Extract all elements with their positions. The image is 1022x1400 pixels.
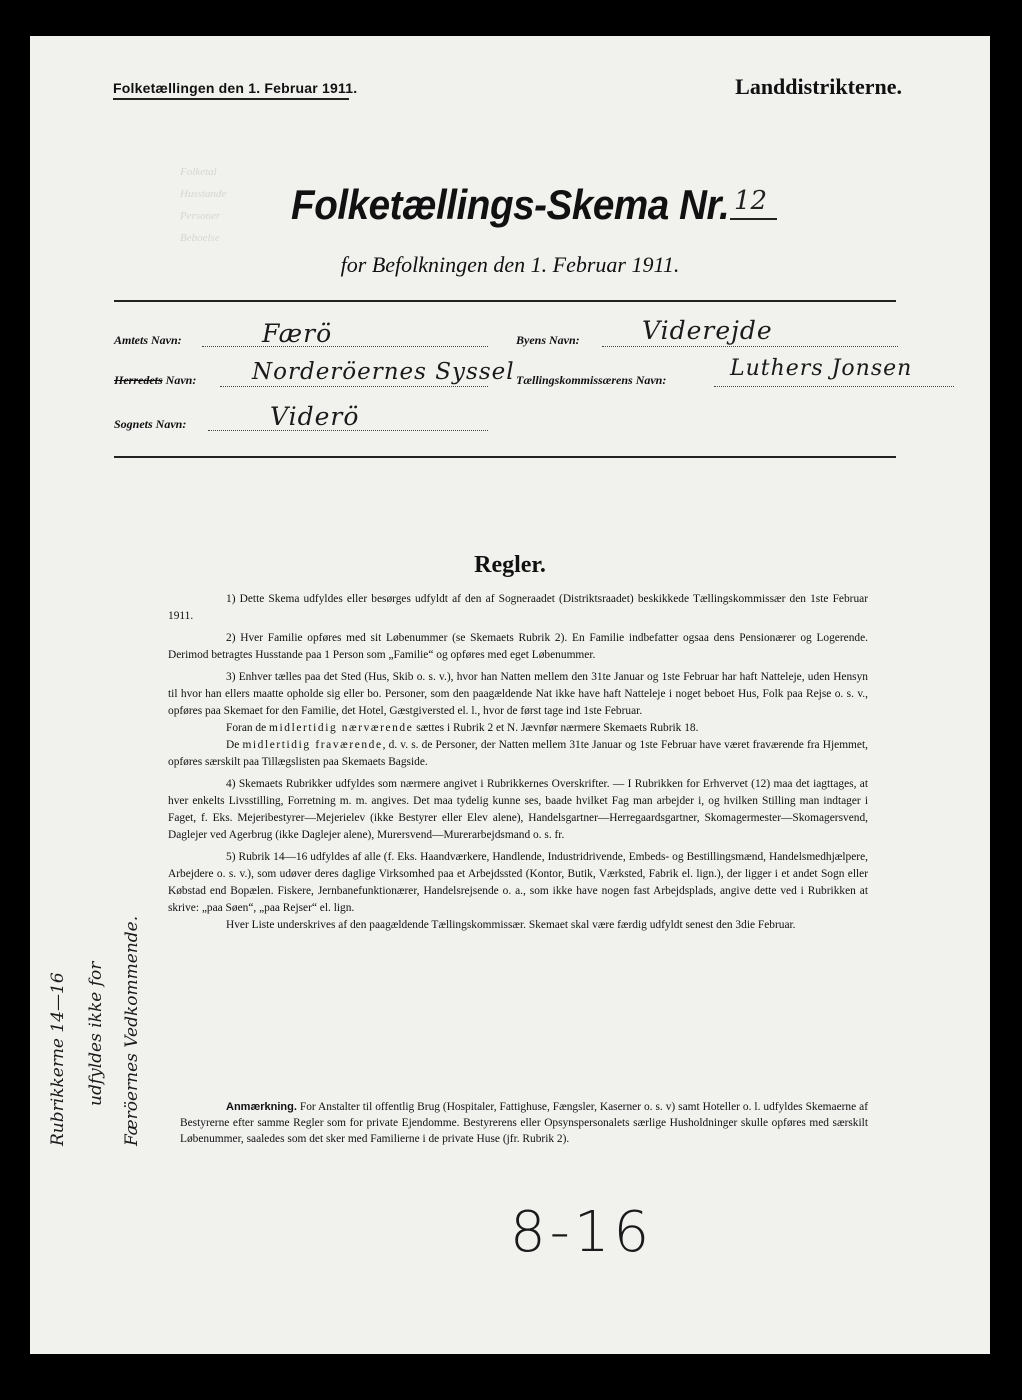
header-district-type: Landdistrikterne. bbox=[735, 74, 902, 99]
top-divider bbox=[114, 300, 896, 302]
amt-value: Færö bbox=[262, 319, 333, 348]
kommissaer-label: Tællingskommissærens Navn: bbox=[516, 373, 667, 387]
census-form-page bbox=[30, 36, 990, 1354]
rule-5: 5) Rubrik 14—16 udfyldes af alle (f. Eks. Haandværkere, Handlende, Industridrivende, Embeds- og Bestillingsmænd, Handelsmedhjælpere, Arbejdere o. s. v.), som udøver deres daglige Virksomhed paa et Arbejdssted (Kontor, Butik, Værksted, Fabrik el. lign.), der ligger i et andet Sogn eller Købstad end Bopælen. Fiskere, Jernbanefunktionærer, Handelsrejsende o. a., som ikke have nogen fast Arbejdsplads, angive dette ved i Rubrikken at skrive: „paa Søen“, „paa Rejser“ el. lign. bbox=[168, 851, 868, 914]
kommissaer-value: Luthers Jonsen bbox=[730, 356, 913, 381]
form-number: 12 bbox=[730, 186, 777, 220]
rule-3-absent-emph: midlertidig fraværende bbox=[242, 739, 383, 751]
amt-label: Amtets Navn: bbox=[114, 333, 182, 347]
rule-3-absent-pre: De bbox=[226, 739, 240, 751]
form-subtitle: for Befolkningen den 1. Februar 1911. bbox=[340, 252, 680, 277]
title-row bbox=[30, 181, 990, 229]
by-label: Byens Navn: bbox=[516, 333, 580, 347]
rule-3-absent-post: , d. v. s. de Personer, der Natten mellem 31te Januar og 1ste Februar have været fraværende fra Hjemmet, opføres særskilt paa Tillægslisten paa Skemaets Bagside. bbox=[168, 739, 868, 768]
handwritten-range-number: 8-16 bbox=[510, 1200, 654, 1265]
sogn-label: Sognets Navn: bbox=[114, 417, 187, 431]
rule-1: 1) Dette Skema udfyldes eller besørges udfyldt af den af Sogneraadet (Distriktsraadet) beskikkede Tællingskommissær den 1ste Februar 1911. bbox=[168, 593, 868, 622]
annotation-paragraph bbox=[180, 1099, 868, 1147]
herred-label-name: Navn: bbox=[165, 373, 197, 387]
by-value: Viderejde bbox=[642, 316, 773, 345]
herred-label bbox=[114, 373, 196, 388]
rule-3-present-emph: midlertidig nærværende bbox=[269, 722, 414, 734]
sogn-value: Viderö bbox=[270, 402, 360, 431]
rule-signature: Hver Liste underskrives af den paagældende Tællingskommissær. Skemaet skal være færdig udfyldt senest den 3die Februar. bbox=[226, 919, 796, 931]
amt-line bbox=[202, 346, 488, 347]
herred-line bbox=[220, 386, 488, 387]
header-underline bbox=[113, 98, 349, 100]
rule-4: 4) Skemaets Rubrikker udfyldes som nærmere angivet i Rubrikkernes Overskrifter. — I Rubrikken for Erhvervet (12) maa det iagttages, at hver enkelts Livsstilling, Forretning m. m. angives. Det maa tydelig kunne ses, baade hvilket Fag man arbejder i, og hvilken Stilling man indtager i Faget, f. Eks. Mejeribestyrer—Mejerielev (ikke Bestyrer eller Elev alene), Handelsgartner—Herregaardsgartner, Skomagermester—Skomagersvend, Daglejer ved Agerbrug (ikke Daglejer alene), Murersvend—Murerarbejdsmand o. s. fr. bbox=[168, 778, 868, 841]
rule-3-present-post: sættes i Rubrik 2 et N. Jævnfør nærmere Skemaets Rubrik 18. bbox=[416, 722, 699, 734]
fields-divider bbox=[114, 456, 896, 458]
rules-body bbox=[168, 591, 868, 939]
rules-heading: Regler. bbox=[474, 552, 546, 578]
rule-3-absent bbox=[168, 737, 868, 771]
rule-2: 2) Hver Familie opføres med sit Løbenummer (se Skemaets Rubrik 2). En Familie indbefatter ogsaa dens Pensionærer og Logerende. Derimod betragtes Husstande paa 1 Person som „Familie“ og opføres med eget Løbenummer. bbox=[168, 632, 868, 661]
rule-3-present bbox=[168, 720, 868, 737]
header-census-date: Folketællingen den 1. Februar 1911. bbox=[113, 80, 358, 96]
side-note-line-3: Færöernes Vedkommende. bbox=[122, 915, 142, 1146]
kommissaer-line bbox=[714, 386, 954, 387]
by-line bbox=[602, 346, 898, 347]
bleed-through-marks: Folketal Husstande Personer Beboelse bbox=[180, 166, 227, 244]
annotation-label: Anmærkning. bbox=[226, 1101, 297, 1113]
rule-3: 3) Enhver tælles paa det Sted (Hus, Skib o. s. v.), hvor han Natten mellem den 31te Januar og 1ste Februar har haft Natteleje, uden Hensyn til hvor han ellers maatte opholde sig eller bo. Personer, som den paagældende Nat ikke have haft Natteleje i noget beboet Hus, Folk paa Rejse o. s. v., opføres paa Skemaet for den Familie, det Hotel, Gæstgiversted el. l., hvor de først tage ind 1ste Februar. bbox=[168, 671, 868, 717]
side-note-line-1: Rubrikkerne 14—16 bbox=[48, 972, 68, 1146]
herred-label-struck: Herredets bbox=[114, 373, 163, 387]
herred-value: Norderöernes Syssel bbox=[252, 359, 515, 385]
side-note-line-2: udfyldes ikke for bbox=[86, 961, 106, 1106]
form-title: Folketællings-Skema Nr. bbox=[290, 181, 730, 228]
annotation-block bbox=[180, 1099, 868, 1147]
annotation-text: For Anstalter til offentlig Brug (Hospitaler, Fattighuse, Fængsler, Kaserner o. s. v) samt Hoteller o. l. udfyldes Skemaerne af Bestyrerne efter samme Regler som for private Ejendomme. Bestyrerens eller Opsynspersonalets særlige Husholdninger skulle opføres med særskilt Løbenummer, saaledes som det sker med Familierne i de private Huse (jfr. Rubrik 2). bbox=[180, 1101, 868, 1145]
rule-3-present-pre: Foran de bbox=[226, 722, 267, 734]
